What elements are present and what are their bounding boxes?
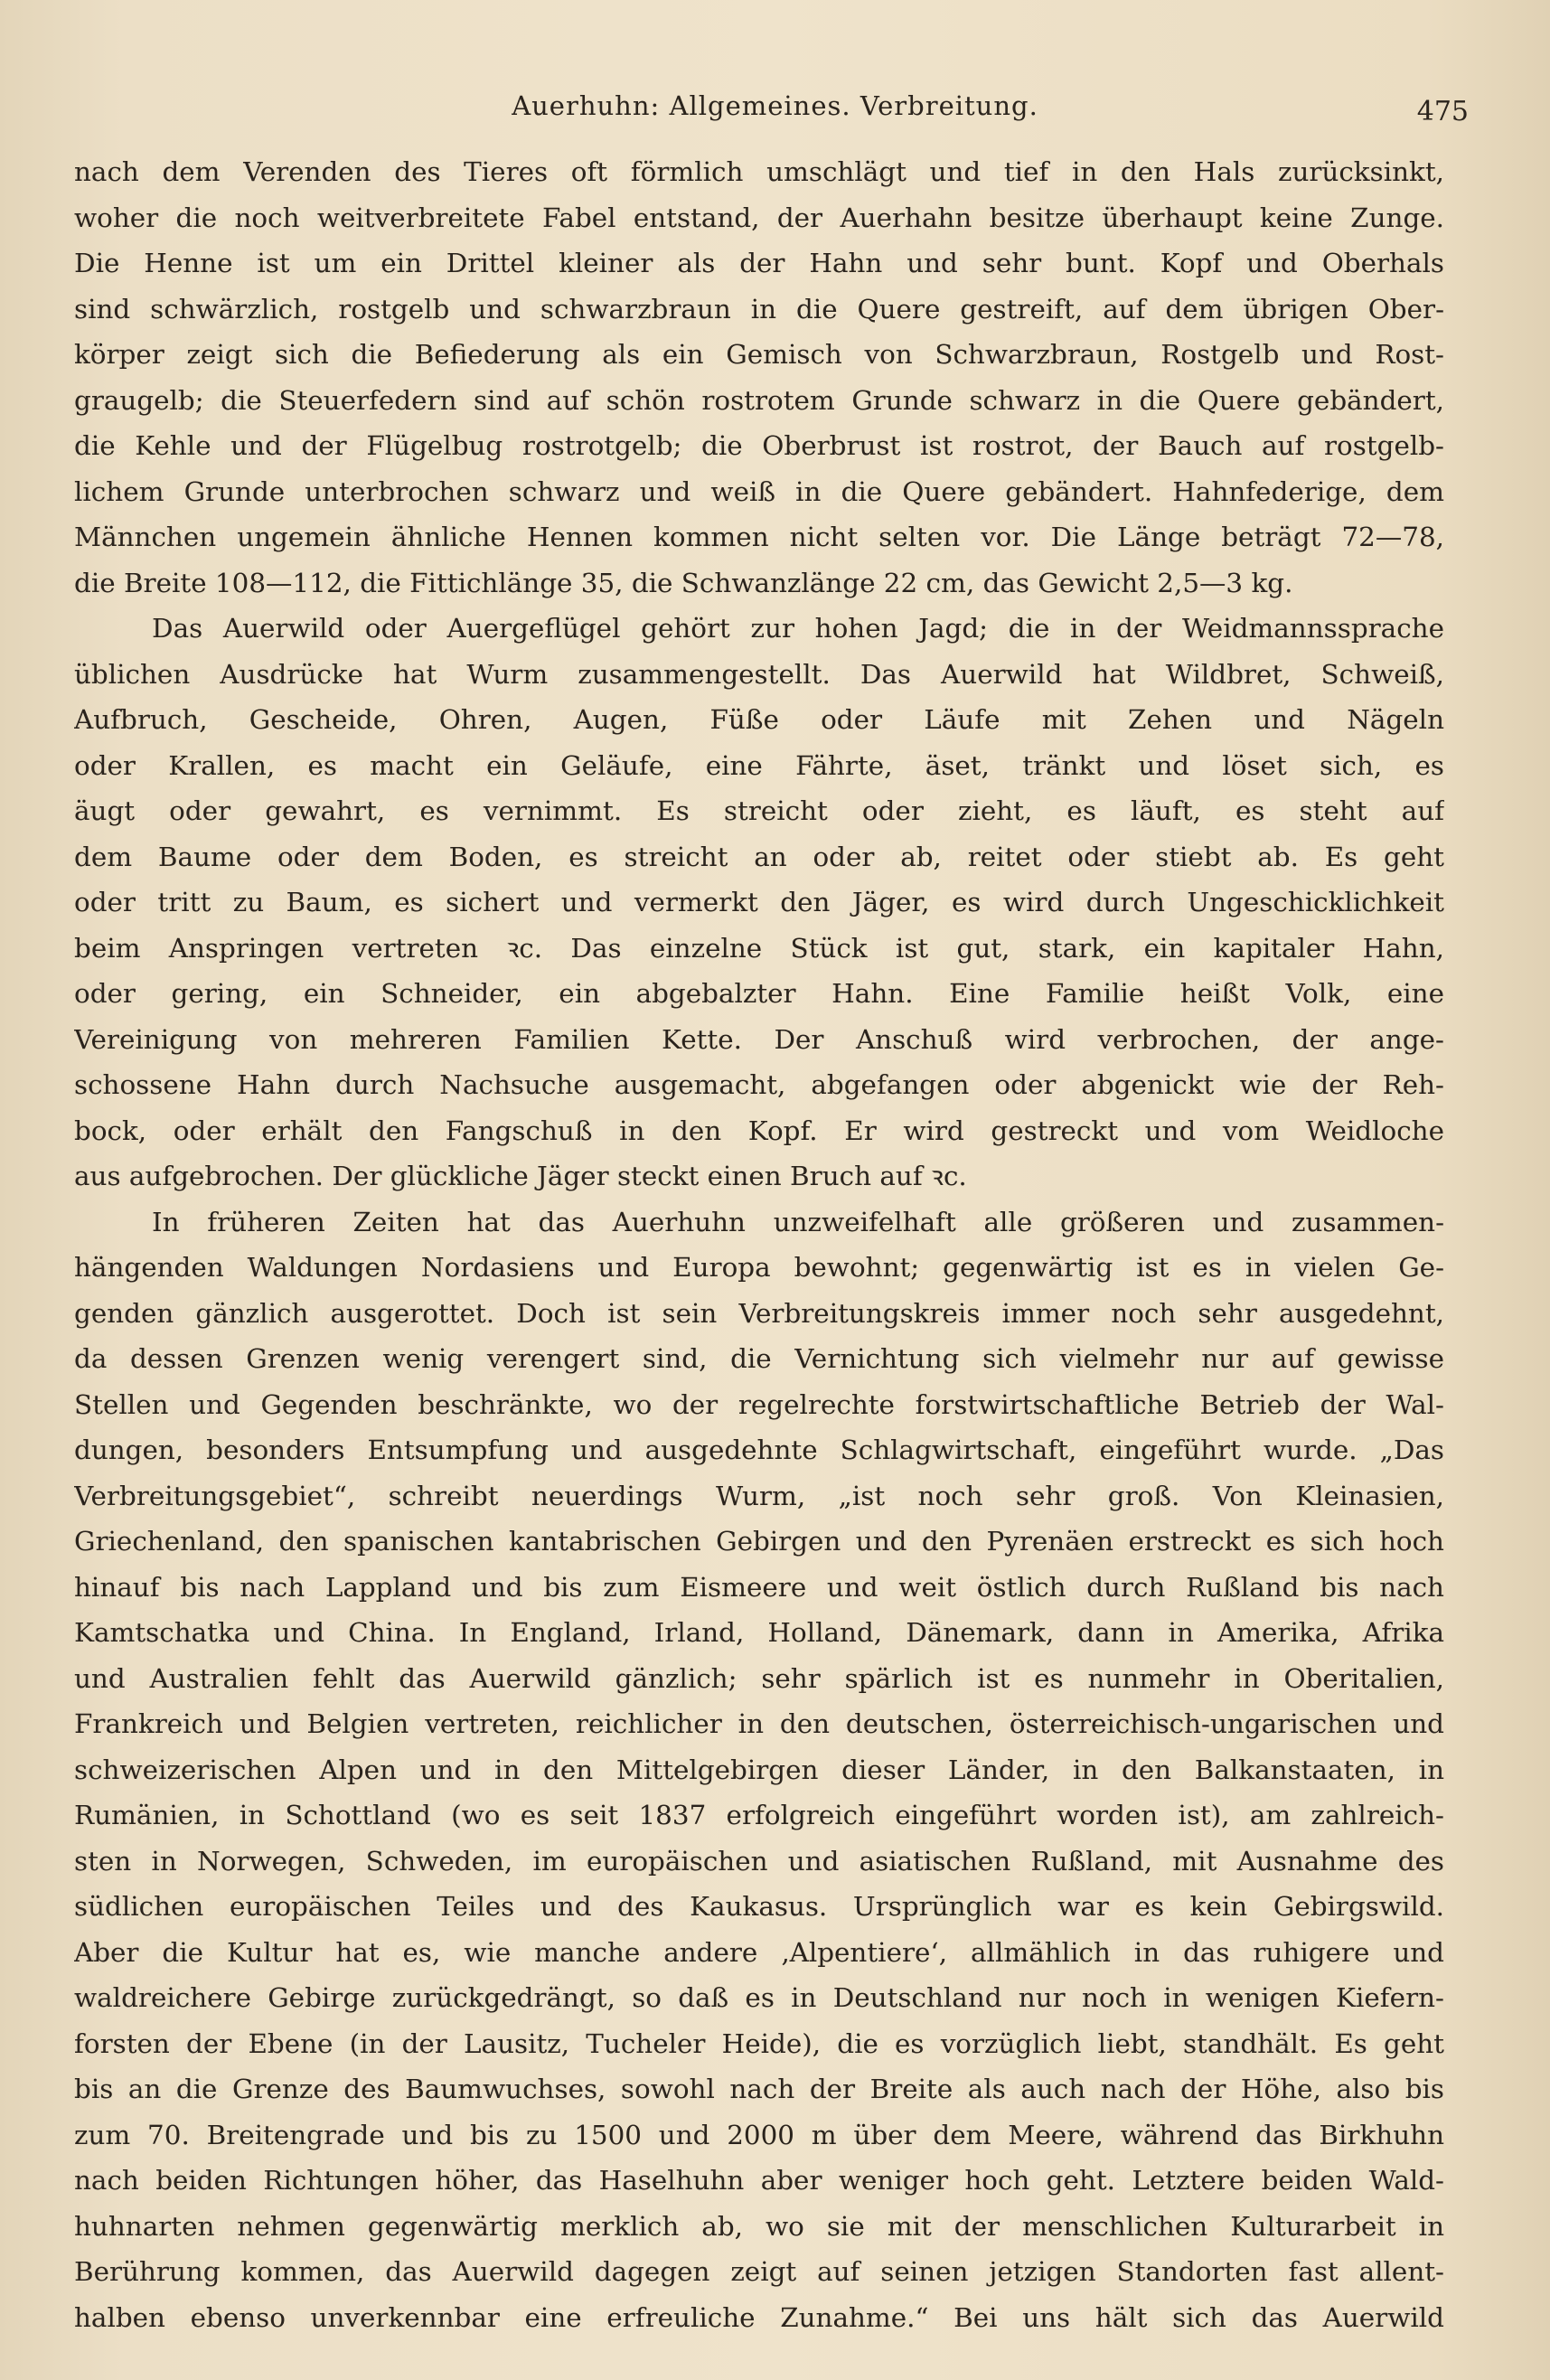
text-line: sten in Norwegen, Schweden, im europäischen und asiatischen Rußland, mit Ausnahme des [74, 1845, 1444, 1877]
text-line: forsten der Ebene (in der Lausitz, Tucheler Heide), die es vorzüglich liebt, standhält. Es geht [74, 2027, 1444, 2059]
text-line: graugelb; die Steuerfedern sind auf schön rostrotem Grunde schwarz in die Quere gebändert, [74, 384, 1444, 416]
running-head: Auerhuhn: Allgemeines. Verbreitung. [512, 90, 1038, 121]
text-line: halben ebenso unverkennbar eine erfreuliche Zunahme.“ Bei uns hält sich das Auerwild [74, 2301, 1444, 2333]
text-line: lichem Grunde unterbrochen schwarz und weiß in die Quere gebändert. Hahnfederige, dem [74, 475, 1444, 507]
text-line: oder gering, ein Schneider, ein abgebalzter Hahn. Eine Familie heißt Volk, eine [74, 978, 1444, 1009]
text-line: bis an die Grenze des Baumwuchses, sowohl nach der Breite als auch nach der Höhe, also bis [74, 2074, 1444, 2104]
text-line: woher die noch weitverbreitete Fabel entstand, der Auerhahn besitze überhaupt keine Zunge. [74, 202, 1444, 233]
text-line: genden gänzlich ausgerottet. Doch ist sein Verbreitungskreis immer noch sehr ausgedehnt, [74, 1297, 1444, 1329]
text-line: waldreichere Gebirge zurückgedrängt, so daß es in Deutschland nur noch in wenigen Kiefern- [74, 1982, 1444, 2013]
text-line: üblichen Ausdrücke hat Wurm zusammengestellt. Das Auerwild hat Wildbret, Schweiß, [74, 658, 1444, 690]
text-line: Frankreich und Belgien vertreten, reichlicher in den deutschen, österreichisch-ungarischen und [74, 1708, 1444, 1739]
text-line: schossene Hahn durch Nachsuche ausgemacht, abgefangen oder abgenickt wie der Reh- [74, 1069, 1444, 1100]
text-line: dungen, besonders Entsumpfung und ausgedehnte Schlagwirtschaft, eingeführt wurde. „Das [74, 1435, 1444, 1465]
text-line: Aber die Kultur hat es, wie manche andere ‚Alpentiere‘, allmählich in das ruhigere und [74, 1936, 1444, 1968]
body-text [74, 149, 1444, 2340]
text-line: da dessen Grenzen wenig verengert sind, die Vernichtung sich vielmehr nur auf gewisse [74, 1343, 1444, 1374]
text-line: Stellen und Gegenden beschränkte, wo der regelrechte forstwirtschaftliche Betrieb der Wal- [74, 1388, 1444, 1420]
text-line: Verbreitungsgebiet“, schreibt neuerdings Wurm, „ist noch sehr groß. Von Kleinasien, [74, 1480, 1444, 1511]
text-line: aus aufgebrochen. Der glückliche Jäger steckt einen Bruch auf ꝛc. [74, 1161, 967, 1191]
text-line: zum 70. Breitengrade und bis zu 1500 und 2000 m über dem Meere, während das Birkhuhn [74, 2119, 1444, 2150]
text-line: Berührung kommen, das Auerwild dagegen zeigt auf seinen jetzigen Standorten fast allent- [74, 2256, 1444, 2287]
page-header [72, 83, 1478, 137]
text-line: hinauf bis nach Lappland und bis zum Eismeere und weit östlich durch Rußland bis nach [74, 1571, 1444, 1603]
text-line: oder tritt zu Baum, es sichert und vermerkt den Jäger, es wird durch Ungeschicklichkeit [74, 887, 1444, 917]
text-line: In früheren Zeiten hat das Auerhuhn unzweifelhaft alle größeren und zusammen- [152, 1206, 1444, 1237]
text-line: Die Henne ist um ein Drittel kleiner als der Hahn und sehr bunt. Kopf und Oberhals [74, 248, 1444, 278]
text-line: Das Auerwild oder Auergeflügel gehört zur hohen Jagd; die in der Weidmannssprache [152, 613, 1444, 644]
text-line: sind schwärzlich, rostgelb und schwarzbraun in die Quere gestreift, auf dem übrigen Ober- [74, 293, 1444, 325]
text-line: äugt oder gewahrt, es vernimmt. Es streicht oder zieht, es läuft, es steht auf [74, 795, 1444, 826]
text-line: nach dem Verenden des Tieres oft förmlich umschlägt und tief in den Hals zurücksinkt, [74, 156, 1444, 187]
text-line: die Breite 108—112, die Fittichlänge 35, die Schwanzlänge 22 cm, das Gewicht 2,5—3 kg. [74, 567, 1293, 598]
text-line: Aufbruch, Gescheide, Ohren, Augen, Füße oder Läufe mit Zehen und Nägeln [74, 704, 1444, 735]
text-line: Kamtschatka und China. In England, Irland, Holland, Dänemark, dann in Amerika, Afrika [74, 1617, 1444, 1648]
text-line: hängenden Waldungen Nordasiens und Europa bewohnt; gegenwärtig ist es in vielen Ge- [74, 1252, 1444, 1283]
text-line: oder Krallen, es macht ein Geläufe, eine Fährte, äset, tränkt und löset sich, es [74, 749, 1444, 781]
text-line: südlichen europäischen Teiles und des Kaukasus. Ursprünglich war es kein Gebirgswild. [74, 1891, 1444, 1922]
text-line: schweizerischen Alpen und in den Mittelgebirgen dieser Länder, in den Balkanstaaten, in [74, 1754, 1444, 1785]
text-line: huhnarten nehmen gegenwärtig merklich ab, wo sie mit der menschlichen Kulturarbeit in [74, 2210, 1444, 2242]
page-number: 475 [1416, 96, 1469, 127]
text-line: Vereinigung von mehreren Familien Kette. Der Anschuß wird verbrochen, der ange- [74, 1023, 1444, 1055]
text-line: beim Anspringen vertreten ꝛc. Das einzelne Stück ist gut, stark, ein kapitaler Hahn, [74, 932, 1444, 964]
text-line: Männchen ungemein ähnliche Hennen kommen nicht selten vor. Die Länge beträgt 72—78, [74, 522, 1444, 552]
text-line: nach beiden Richtungen höher, das Haselhuhn aber weniger hoch geht. Letztere beiden Wald- [74, 2165, 1444, 2196]
text-line: körper zeigt sich die Befiederung als ein Gemisch von Schwarzbraun, Rostgelb und Rost- [74, 339, 1444, 370]
text-line: bock, oder erhält den Fangschuß in den Kopf. Er wird gestreckt und vom Weidloche [74, 1115, 1444, 1146]
text-line: Griechenland, den spanischen kantabrischen Gebirgen und den Pyrenäen erstreckt es sich hoch [74, 1526, 1444, 1557]
text-line: dem Baume oder dem Boden, es streicht an oder ab, reitet oder stiebt ab. Es geht [74, 841, 1444, 872]
text-line: die Kehle und der Flügelbug rostrotgelb; die Oberbrust ist rostrot, der Bauch auf rostgelb- [74, 430, 1444, 461]
text-line: und Australien fehlt das Auerwild gänzlich; sehr spärlich ist es nunmehr in Oberitalien, [74, 1662, 1444, 1694]
text-line: Rumänien, in Schottland (wo es seit 1837 erfolgreich eingeführt worden ist), am zahlreich- [74, 1800, 1444, 1830]
